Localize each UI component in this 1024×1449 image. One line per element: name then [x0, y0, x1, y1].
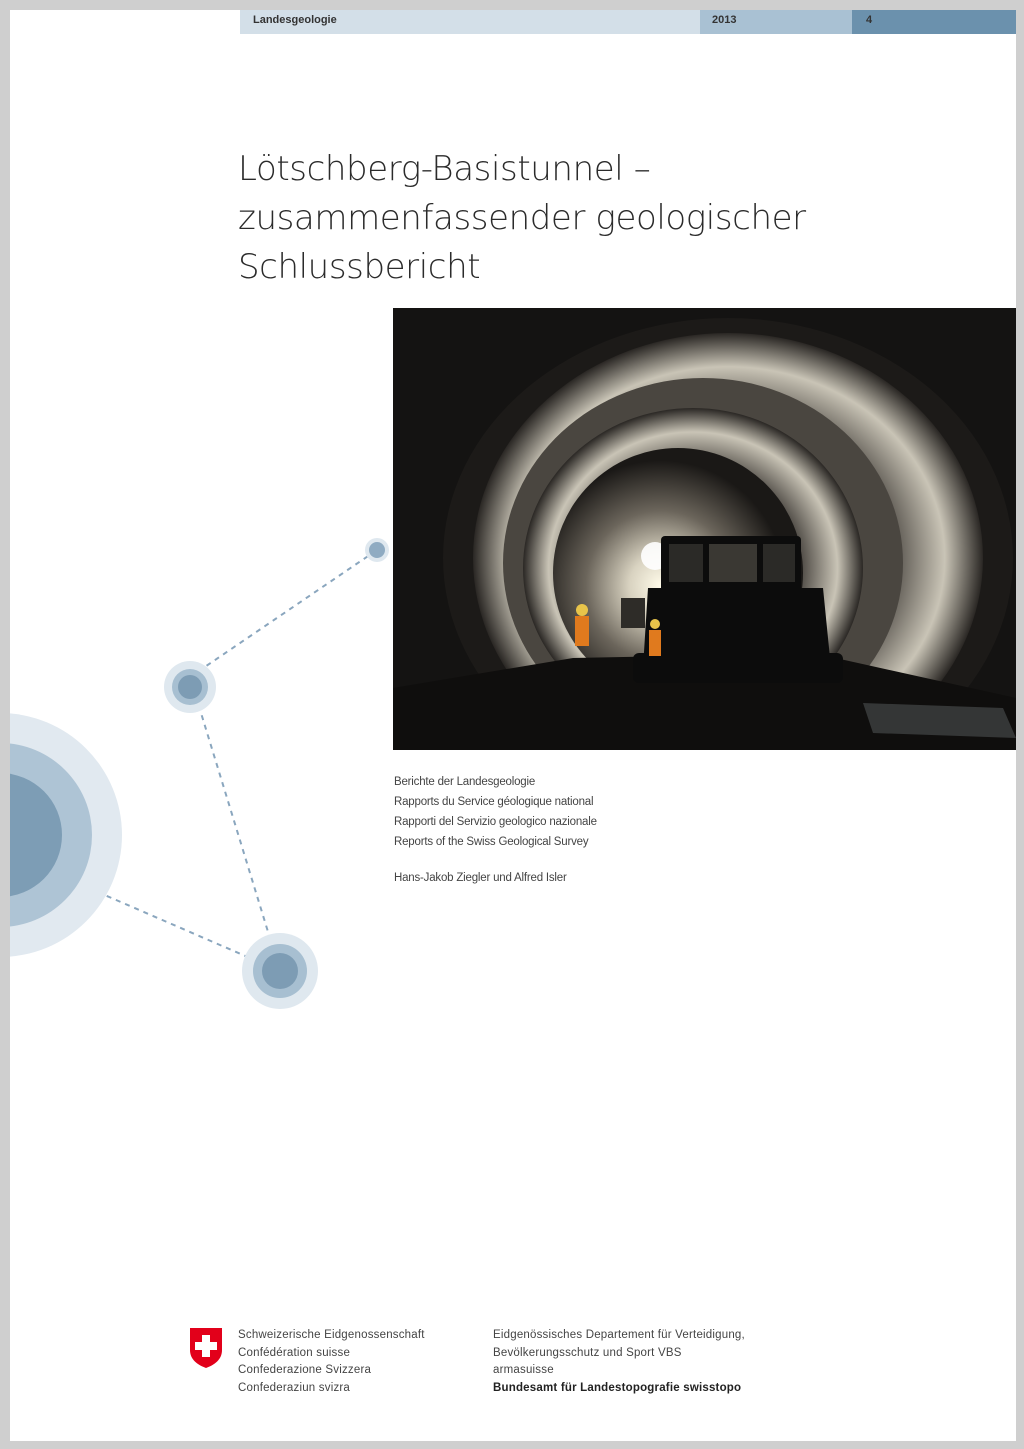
department-line: Eidgenössisches Departement für Verteidigung,	[493, 1329, 745, 1341]
bottom-circle-node	[242, 933, 318, 1009]
department-line: Bevölkerungsschutz und Sport VBS	[493, 1346, 682, 1359]
authors: Hans-Jakob Ziegler und Alfred Isler	[394, 872, 567, 884]
header-band-year	[700, 10, 852, 34]
tunnel-photo	[393, 308, 1016, 750]
confederation-line: Schweizerische Eidgenossenschaft	[238, 1329, 425, 1341]
middle-circle-node	[164, 661, 216, 713]
confederation-line: Confederazione Svizzera	[238, 1364, 372, 1376]
title-line: Lötschberg-Basistunnel –	[238, 149, 651, 189]
swiss-cross-icon	[188, 1328, 224, 1368]
decorative-circle-network	[10, 510, 410, 1030]
header-section-label: Landesgeologie	[253, 14, 337, 26]
confederation-line: Confederaziun svizra	[238, 1381, 351, 1394]
top-circle-node	[365, 538, 389, 562]
series-list	[394, 772, 597, 852]
title-line: Schlussbericht	[238, 247, 481, 287]
office-name: Bundesamt für Landestopografie swisstopo	[493, 1381, 742, 1394]
confederation-names	[238, 1327, 425, 1397]
department-line: armasuisse	[493, 1364, 554, 1376]
header-band-issue	[852, 10, 1016, 34]
department-info	[493, 1327, 745, 1397]
report-cover	[10, 10, 1016, 1441]
header-year-label: 2013	[712, 14, 737, 26]
report-title	[238, 145, 938, 292]
confederation-line: Confédération suisse	[238, 1346, 351, 1359]
header-band-section	[240, 10, 700, 34]
large-circle-cluster	[10, 713, 122, 957]
series-item: Reports of the Swiss Geological Survey	[394, 836, 589, 848]
title-line: zusammenfassender geologischer	[238, 198, 806, 238]
series-item: Rapports du Service géologique national	[394, 796, 594, 808]
header-issue-label: 4	[866, 14, 873, 26]
series-item: Rapporti del Servizio geologico nazionale	[394, 816, 597, 828]
series-item: Berichte der Landesgeologie	[394, 776, 536, 788]
